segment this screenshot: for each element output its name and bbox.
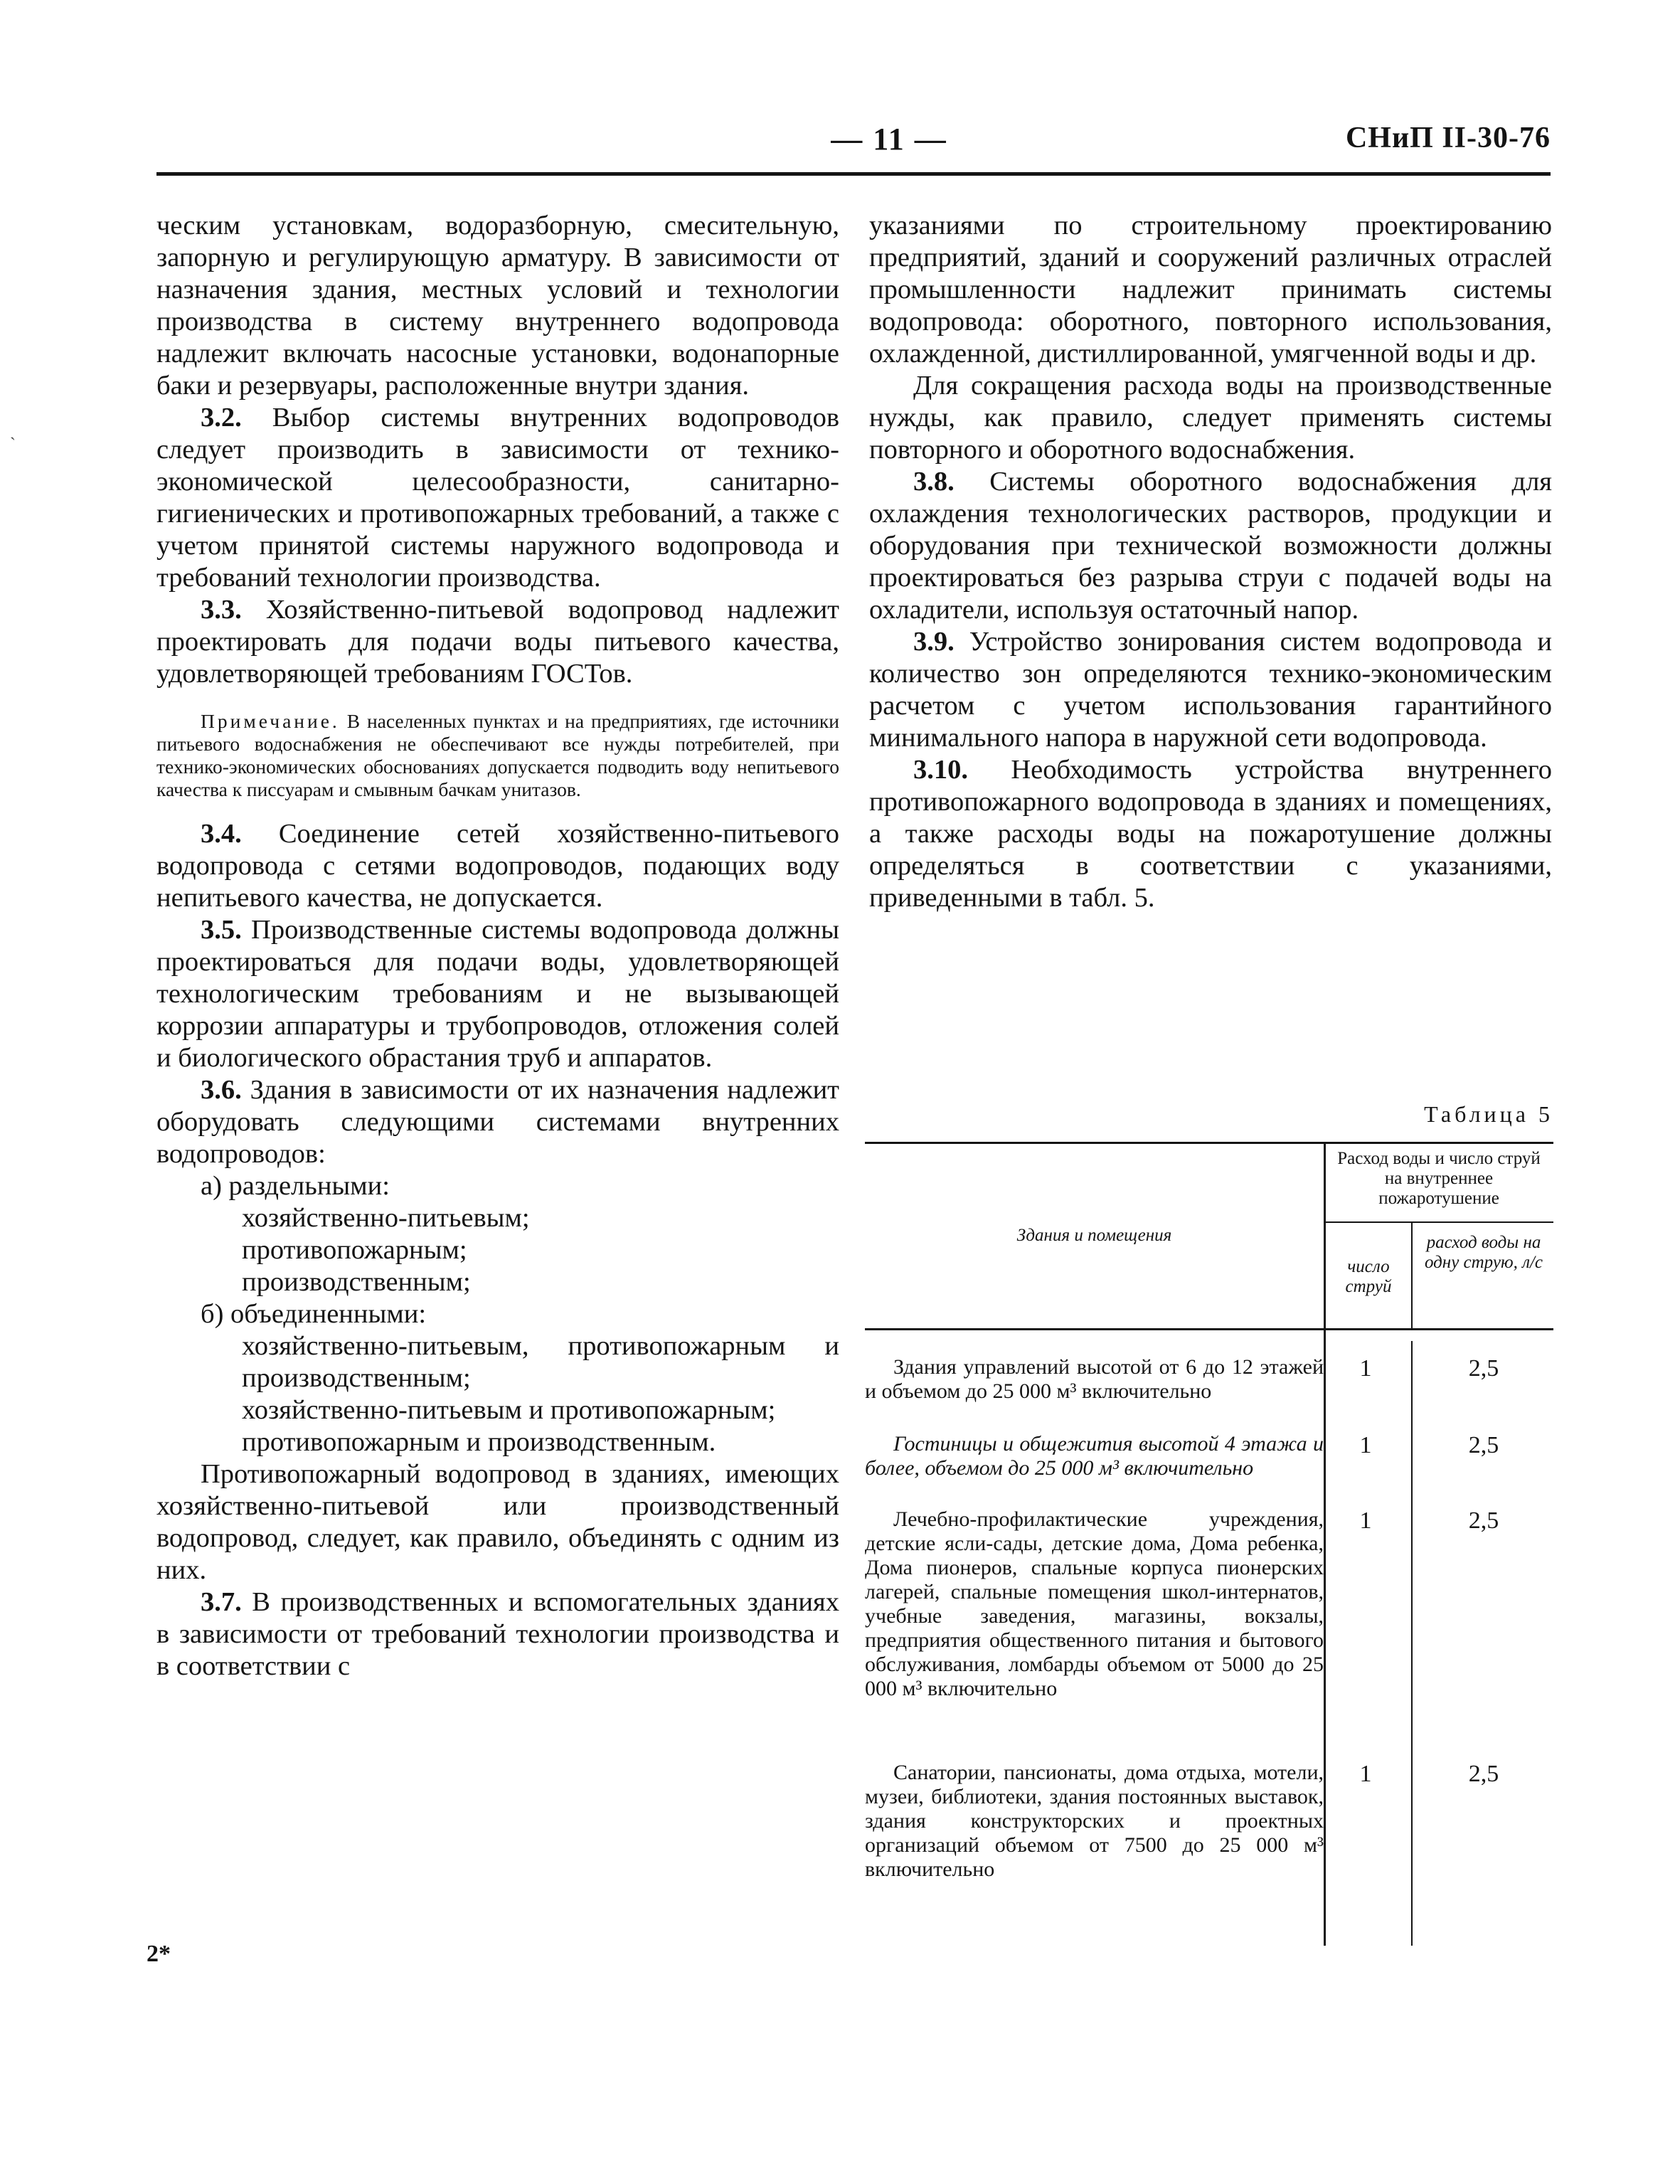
note-label: Примечание.: [201, 710, 340, 732]
column-header-flow: расход воды на одну струю, л/с: [1424, 1233, 1543, 1272]
table-top-rule: [865, 1142, 1553, 1144]
list-item: хозяйственно-питьевым, противопожарным и производственным;: [242, 1331, 839, 1393]
table-vertical-rule-2: [1411, 1221, 1413, 1328]
table-vertical-rule: [1324, 1142, 1326, 1946]
header-rule: [156, 172, 1551, 176]
table-vertical-rule-3: [1411, 1341, 1413, 1946]
clause-text: Здания в зависимости от их назначения надлежит оборудовать следующими системами внутренних водопроводов:: [156, 1075, 840, 1169]
paragraph: Для сокращения расхода воды на производственные нужды, как правило, следует применять системы повторного и оборотного водоснабжения.: [869, 371, 1552, 465]
table-5: [865, 1142, 1553, 1946]
list-item: а) раздельными:: [201, 1171, 390, 1201]
column-header-jets: число струй: [1345, 1257, 1392, 1296]
clause-3-5: [156, 914, 839, 1074]
clause-number: 3.2.: [201, 403, 242, 433]
row-jets: 1: [1359, 1355, 1372, 1382]
document-code: СНиП II-30-76: [1345, 122, 1551, 154]
clause-text: Системы оборотного водоснабжения для охлаждения технологических растворов, продукции и оборудования при технической возможности должны проектироваться без разрыва струи с подачей воды на охладители, используя остаточный напор.: [869, 467, 1553, 625]
page-header: [156, 121, 1551, 164]
clause-number: 3.4.: [201, 819, 242, 849]
clause-3-9: [869, 626, 1552, 754]
list-item: хозяйственно-питьевым и противопожарным;: [242, 1395, 776, 1425]
stray-mark: `: [10, 435, 16, 454]
clause-3-10: [869, 754, 1552, 914]
row-name: Санатории, пансионаты, дома отдыха, мотели, музеи, библиотеки, здания постоянных выставок, здания конструкторских и проектных организаций объемом от 7500 до 25 000 м³ включительно: [865, 1761, 1324, 1881]
paragraph-continuation: ческим установкам, водоразборную, смесительную, запорную и регулирующую арматуру. В зависимости от назначения здания, местных условий и технологии производства в систему внутреннего водопровода надлежит включать насосные установки, водонапорные баки и резервуары, расположенные внутри здания.: [156, 211, 839, 401]
clause-number: 3.6.: [201, 1075, 242, 1105]
clause-text: Соединение сетей хозяйственно-питьевого водопровода с сетями водопроводов, подающих воду непитьевого качества, не допускается.: [156, 819, 839, 913]
paragraph: Противопожарный водопровод в зданиях, имеющих хозяйственно-питьевой или производственный водопровод, следует, как правило, объединять с одним из них.: [156, 1459, 839, 1585]
clause-number: 3.8.: [913, 467, 955, 497]
table-caption: Таблица 5: [1424, 1101, 1553, 1127]
right-column: [869, 210, 1552, 914]
table-subheader-rule: [1324, 1221, 1553, 1223]
row-jets: 1: [1359, 1507, 1372, 1534]
column-header-buildings: Здания и помещения: [1016, 1226, 1172, 1245]
clause-number: 3.5.: [201, 915, 242, 945]
note-text: В населенных пунктах и на предприятиях, где источники питьевого водоснабжения не обеспечивают все нужды потребителей, при технико-экономических обоснованиях допускается подводить воду непитьевого качества к писсуарам и смывным бачкам унитазов.: [156, 710, 839, 800]
row-flow: 2,5: [1468, 1355, 1499, 1382]
row-flow: 2,5: [1468, 1432, 1499, 1458]
clause-number: 3.10.: [913, 755, 968, 785]
clause-3-3: [156, 594, 839, 690]
list-item: хозяйственно-питьевым;: [242, 1203, 530, 1233]
left-column: [156, 210, 839, 1682]
table-header-rule: [865, 1328, 1553, 1330]
clause-number: 3.9.: [913, 627, 955, 657]
row-flow: 2,5: [1468, 1761, 1499, 1787]
clause-text: Производственные системы водопровода должны проектироваться для подачи воды, удовлетворяющей технологическим требованиям и не вызывающей коррозии аппаратуры и трубопроводов, отложения солей и биологического обрастания труб и аппаратов.: [156, 915, 839, 1073]
water-systems-list: [156, 1170, 839, 1458]
clause-text: Необходимость устройства внутреннего противопожарного водопровода в зданиях и помещениях, а также расходы воды на пожаротушение должны определяться в соответствии с указаниями, приведенными в табл. 5.: [869, 755, 1552, 913]
clause-3-2: [156, 402, 839, 594]
signature-mark: 2*: [147, 1941, 171, 1967]
list-item: противопожарным и производственным.: [242, 1427, 716, 1457]
list-item: производственным;: [242, 1267, 471, 1297]
clause-3-7: [156, 1586, 839, 1682]
row-name: Здания управлений высотой от 6 до 12 этажей и объемом до 25 000 м³ включительно: [865, 1355, 1324, 1403]
note: [156, 710, 839, 801]
row-name: Лечебно-профилактические учреждения, детские ясли-сады, детские дома, Дома ребенка, Дома пионеров, спальные корпуса пионерских лагерей, спальные помещения школ-интернатов, учебные заведения, магазины, вокзалы, предприятия общественного питания и бытового обслуживания, ломбарды объемом от 5000 до 25 000 м³ включительно: [865, 1507, 1324, 1700]
clause-text: Выбор системы внутренних водопроводов следует производить в зависимости от технико-экономической целесообразности, санитарно-гигиенических и противопожарных требований, а также с учетом принятой системы наружного водопровода и требований технологии производства.: [156, 403, 840, 593]
row-jets: 1: [1359, 1432, 1372, 1458]
column-header-group: Расход воды и число струй на внутреннее пожаротушение: [1337, 1149, 1541, 1208]
clause-3-4: [156, 818, 839, 914]
clause-3-8: [869, 466, 1552, 626]
clause-text: Устройство зонирования систем водопровода и количество зон определяются технико-экономическим расчетом с учетом использования гарантийного минимального напора в наружной сети водопровода.: [869, 627, 1552, 753]
row-jets: 1: [1359, 1761, 1372, 1787]
list-item: б) объединенными:: [201, 1299, 427, 1329]
row-flow: 2,5: [1468, 1507, 1499, 1534]
list-item: противопожарным;: [242, 1235, 467, 1265]
clause-number: 3.3.: [201, 595, 242, 625]
clause-text: Хозяйственно-питьевой водопровод надлежит проектировать для подачи воды питьевого качества, удовлетворяющей требованиям ГОСТов.: [156, 595, 839, 689]
clause-text: В производственных и вспомогательных зданиях в зависимости от требований технологии производства и в соответствии с: [156, 1587, 839, 1681]
row-name: Гостиницы и общежития высотой 4 этажа и более, объемом до 25 000 м³ включительно: [865, 1432, 1324, 1480]
clause-number: 3.7.: [201, 1587, 242, 1617]
clause-3-6: [156, 1074, 839, 1170]
paragraph-continuation: указаниями по строительному проектированию предприятий, зданий и сооружений различных отраслей промышленности надлежит принимать системы водопровода: оборотного, повторного использования, охлажденной, дистиллированной, умягченной воды и др.: [869, 211, 1552, 369]
page-number: — 11 —: [831, 122, 947, 157]
